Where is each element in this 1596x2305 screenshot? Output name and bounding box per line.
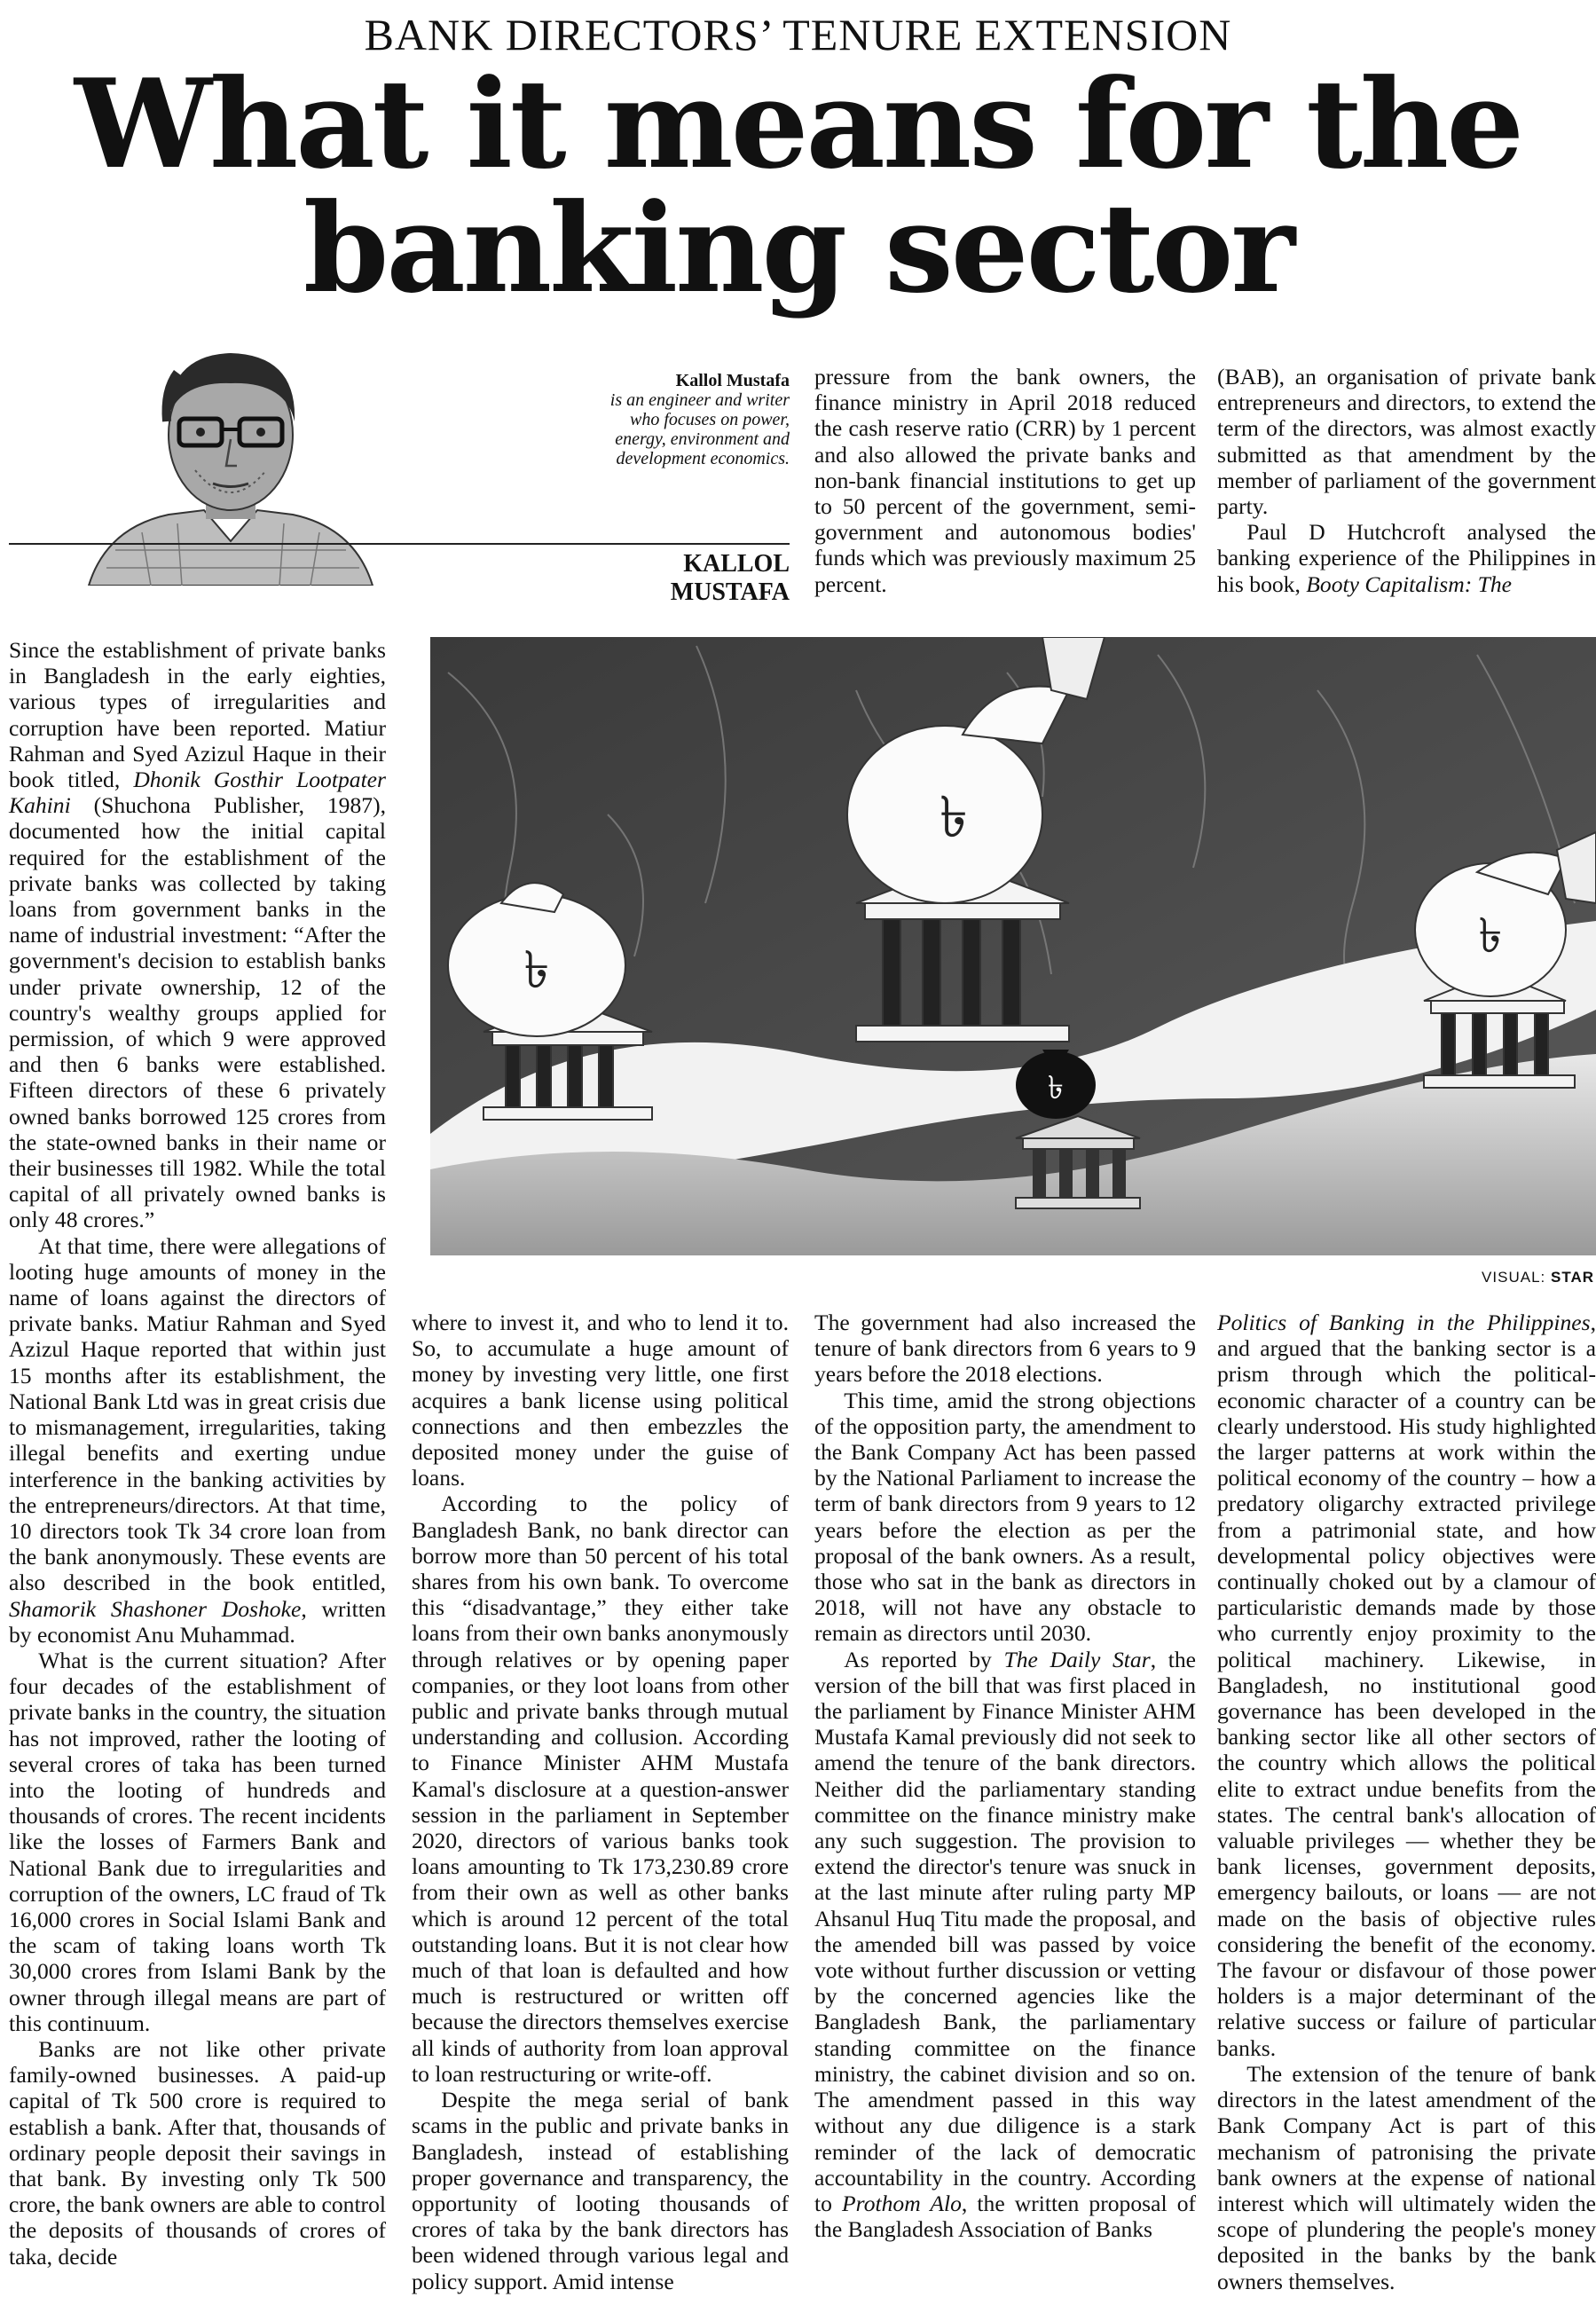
paragraph: The extension of the tenure of bank directors in the latest amendment of the Bank Company Act is part of this mechanism of patronising the private bank owners at the expense of national interest which will ultimately widen the scope of plundering the people's money deposited in the banks by the bank owners themselves. [1217,2060,1596,2294]
banking-illustration [430,637,1596,1255]
headline-line-2: banking sector [303,176,1293,320]
visual-credit [1482,1269,1594,1286]
byline: KALLOL MUSTAFA [670,550,790,606]
text-run: (Shuchona Publisher, 1987), documented how the initial capital required for the establishment of the private banks was collected by taking loans from government banks in the name of industrial investment: “After the government's decision to establish banks under private ownership, 12 of the country's wealthy groups applied for permission, of which 9 were approved and then 6 banks were established. Fifteen directors of these 6 privately owned banks borrowed 125 crores from the state-owned banks in their name or their businesses till 1982. While the total capital of all privately owned banks is only 48 crores.” [9,792,386,1233]
column-1 [9,637,386,2270]
paragraph: This time, amid the strong objections of the opposition party, the amendment to the Bank Company Act has been passed by the National Parliament to increase the term of bank directors from 9 years to 12 years before the election as per the proposal of the bank owners. As a result, those who sat in the bank as directors in 2018, will not have any obstacle to remain as directors until 2030. [814,1387,1196,1647]
paragraph: pressure from the bank owners, the finance ministry in April 2018 reduced the cash reserve ratio (CRR) by 1 percent and also allowed the private banks and non-bank financial institutions to get up to 50 percent of the government, semi-government and autonomous bodies' funds which was previously maximum 25 percent. [814,364,1196,597]
newspaper-name: The Daily Star [1003,1646,1151,1672]
author-portrait [53,337,435,586]
taka-symbol: ৳ [523,940,550,1000]
paragraph [9,637,386,1233]
book-title: Politics of Banking in the Philippines [1217,1310,1591,1335]
text-run: Since the establishment of private banks in Bangladesh in the early eighties, various types of irregularities and corruption have been reported. Matiur Rahman and Syed Azizul Haque in their book titled, [9,637,386,793]
taka-symbol: ৳ [1048,1070,1064,1106]
taka-symbol: ৳ [1478,908,1503,964]
author-desc-1: is an engineer and writer [609,390,790,410]
paragraph: Banks are not like other private family-owned businesses. A paid-up capital of Tk 500 crore is required to establish a bank. After that, thousands of ordinary people deposit their savings in that bank. By investing only Tk 500 crore, the bank owners are able to control the deposits of thousands of crores of taka, decide [9,2035,386,2270]
column-4 [1217,1310,1596,2294]
paragraph: Despite the mega serial of bank scams in the public and private banks in Bangladesh, instead of establishing proper governance and transparency, the opportunity of looting thousands of crores of taka by the bank directors has been widened through various legal and policy support. Amid intense [412,2087,789,2294]
book-title: Booty Capitalism: The [1306,570,1513,597]
newspaper-name: Prothom Alo [842,2190,962,2216]
paragraph [814,1647,1196,2243]
text-run: , and argued that the banking sector is a prism through which the political-economic character of a country can be clearly understood. His study highlighted the larger patterns at work within the political economy of the country – how a predatory oligarchy extracted privilege from a patrimonial state, and how developmental policy objectives were continually choked out by a clamour of particularistic demands made by those who currently enjoy proximity to the political machinery. Likewise, in Bangladesh, no institutional good governance has been developed in the banking sector like all other sectors of the country which allows the political elite to extract undue benefits from the states. The central bank's allocation of valuable privileges — whether they be bank licenses, government deposits, emergency bailouts, or loans — are not made on the basis of objective rules considering the benefit of the economy. The favour or disfavour of those power holders is a major determinant of the relative success or failure of particular banks. [1217,1310,1596,2061]
paragraph [9,1233,386,1648]
column-3 [814,1310,1196,2242]
paragraph: (BAB), an organisation of private bank entrepreneurs and directors, to extend the term of the directors, was almost exactly submitted as that amendment by the member of parliament of the government party. [1217,364,1596,520]
book-title: Dhonik Gosthir Lootpater Kahini [9,767,386,819]
text-run: Paul D Hutchcroft analysed the banking experience of the Philippines in his book, [1217,519,1596,597]
paragraph: The government had also increased the tenure of bank directors from 6 years to 9 years before the 2018 elections. [814,1310,1196,1388]
paragraph [1217,1310,1596,2061]
text-run: At that time, there were allegations of looting huge amounts of money in the name of loans against the directors of private banks. Matiur Rahman and Syed Azizul Haque reported that within just 15 months after its establishment, the National Bank Ltd was in great crisis due to mismanagement, irregularities, taking illegal benefits and exerting undue interference in the banking activities by the entrepreneurs/directors. At that time, 10 directors took Tk 34 crore loan from the bank anonymously. These events are also described in the book entitled, [9,1232,386,1596]
author-bio [497,371,790,468]
credit-label: VISUAL: [1482,1269,1546,1286]
top-column-2 [1217,364,1596,597]
text-run: , written by economist Anu Muhammad. [9,1595,387,1648]
paragraph [1217,519,1596,597]
column-2 [412,1310,789,2294]
author-desc-3: energy, environment and [615,429,790,449]
author-desc-4: development economics. [616,449,790,468]
headline [0,51,1596,320]
byline-rule [9,543,790,545]
top-column-1 [814,364,1196,597]
text-run: , the written proposal of the Bangladesh Association of Banks [814,2190,1197,2243]
book-title: Shamorik Shashoner Doshoke [9,1595,302,1622]
paragraph: What is the current situation? After four decades of the establishment of private banks in the country, the situation has not improved, rather the looting of several crores of taka has been turned into the looting of hundreds and thousands of crores. The recent incidents like the losses of Farmers Bank and National Bank due to irregularities and corruption of the owners, LC fraud of Tk 16,000 crores in Social Islami Bank and the scam of taking loans worth Tk 30,000 crores from Islami Bank by the owner through illegal means are part of this continuum. [9,1647,386,2036]
text-run: , the version of the bill that was first placed in the parliament by Finance Minister AHM Mustafa Kamal previously did not seek to amend the tenure of the bank directors. Neither did the parliamentary standing committee on the finance ministry make any such suggestion. The provision to extend the director's tenure was snuck in at the last minute after ruling party MP Ahsanul Huq Titu made the proposal, and the amended bill was passed by voice vote without further discussion or vetting by the concerned agencies like the Bangladesh Bank, the parliamentary standing committee on the finance ministry, the cabinet division and so on. The amendment passed in this way without any due diligence is a stark reminder of the lack of democratic accountability in the country. According to [814,1646,1196,2216]
paragraph: According to the policy of Bangladesh Bank, no bank director can borrow more than 50 percent of his total shares from his own bank. To overcome this “disadvantage,” they either take loans from their own banks anonymously through relatives or by opening paper companies, or they loot loans from other public and private banks through mutual understanding and collusion. According to Finance Minister AHM Mustafa Kamal's disclosure at a question-answer session in the parliament in September 2020, directors of various banks took loans amounting to Tk 173,230.89 crore from their own as well as other banks which is around 12 percent of the total outstanding loans. But it is not clear how much of that loan is defaulted and how much is restructured or written off because the directors themselves exercise all kinds of authority from loan approval to loan restructuring or write-off. [412,1491,789,2087]
credit-source: STAR [1550,1269,1594,1286]
text-run: As reported by [844,1646,1004,1672]
taka-symbol: ৳ [940,785,968,851]
author-desc-2: who focuses on power, [630,410,790,429]
author-name: Kallol Mustafa [675,371,790,390]
kicker: BANK DIRECTORS’ TENURE EXTENSION [364,10,1232,59]
paragraph: where to invest it, and who to lend it to. So, to accumulate a huge amount of money by investing very little, one first acquires a bank license using political connections and then embezzles the deposited money under the guise of loans. [412,1310,789,1491]
headline-line-1: What it means for the [74,51,1522,196]
